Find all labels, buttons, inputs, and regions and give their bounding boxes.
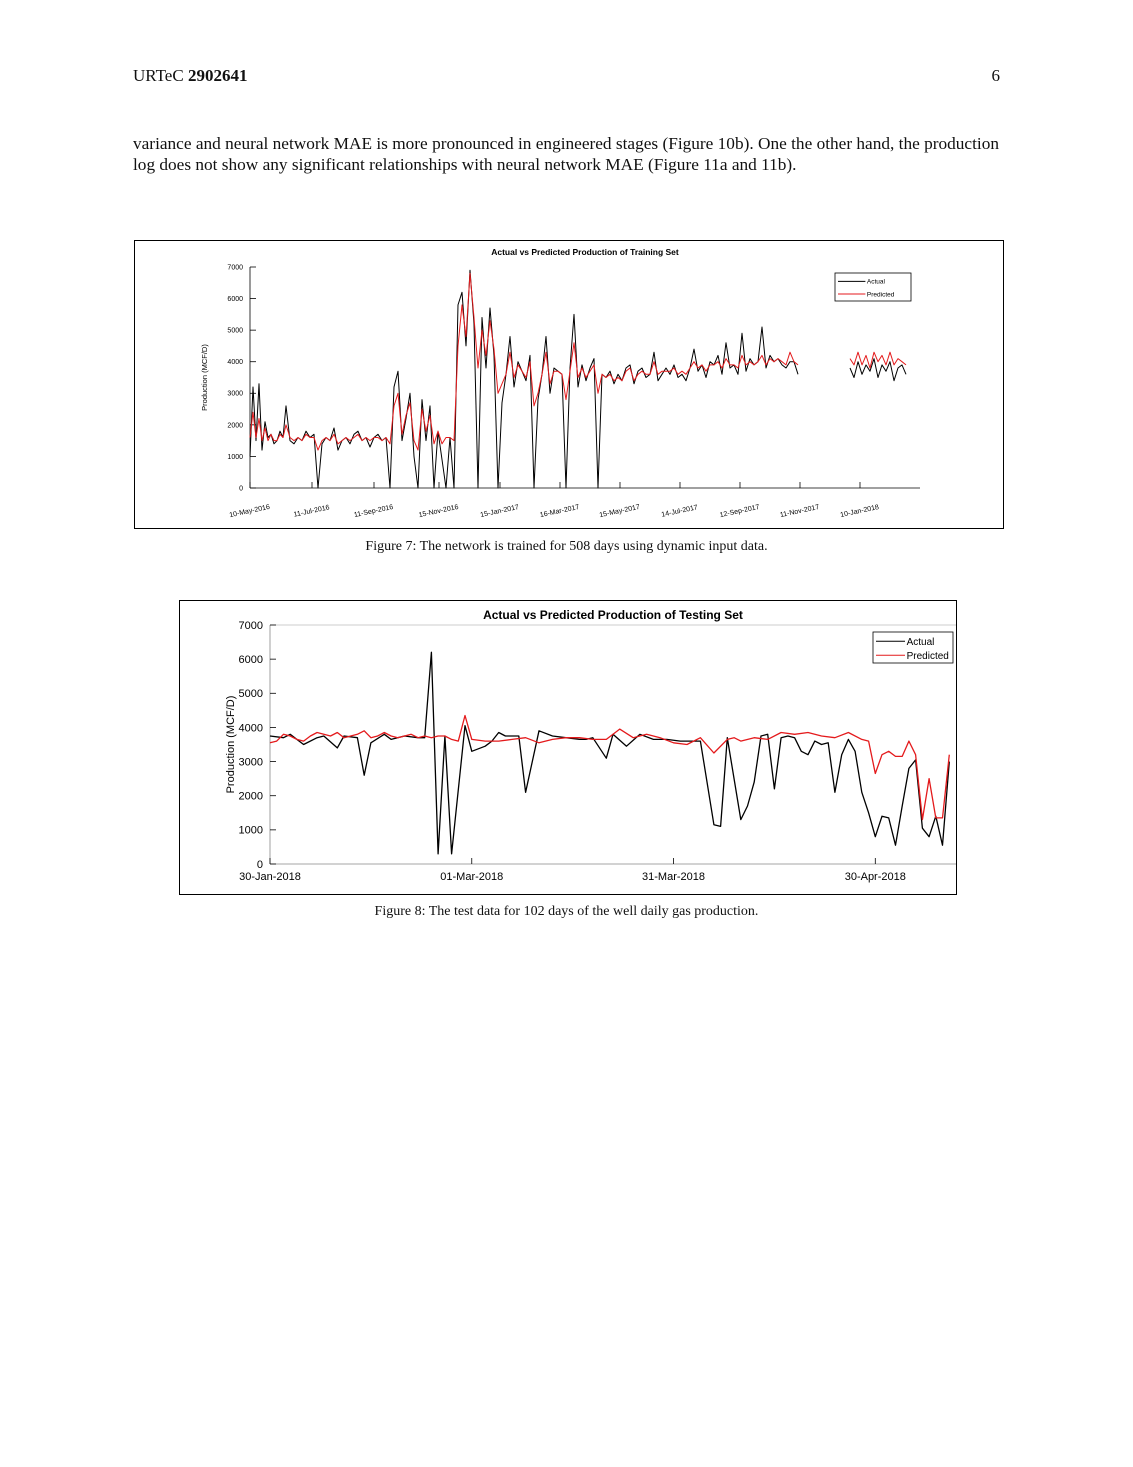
y-axis-label: Production (MCF/D) bbox=[225, 695, 237, 794]
legend-label-actual: Actual bbox=[866, 278, 885, 286]
legend-label-predicted: Predicted bbox=[866, 291, 895, 299]
x-tick-label: 14-Jul-2017 bbox=[660, 504, 699, 519]
x-tick-label: 11-Sep-2016 bbox=[353, 503, 394, 520]
y-tick-label: 0 bbox=[256, 858, 263, 871]
series-line-predicted-segment-2 bbox=[850, 352, 906, 368]
x-tick-label: 10-Jan-2018 bbox=[839, 504, 880, 520]
x-tick-label: 01-Mar-2018 bbox=[440, 871, 504, 883]
y-tick-label: 0 bbox=[239, 485, 243, 493]
figure-8 bbox=[179, 600, 957, 895]
y-tick-label: 6000 bbox=[227, 296, 243, 304]
x-tick-label: 30-Jan-2018 bbox=[239, 871, 301, 883]
paper-number: 2902641 bbox=[187, 66, 248, 85]
y-tick-label: 3000 bbox=[238, 756, 263, 769]
y-tick-label: 6000 bbox=[238, 653, 263, 666]
page-number: 6 bbox=[991, 66, 1000, 85]
x-tick-label: 10-May-2016 bbox=[228, 503, 271, 520]
x-tick-label: 12-Sep-2017 bbox=[719, 503, 761, 520]
y-tick-label: 4000 bbox=[227, 359, 243, 367]
x-tick-label: 15-Nov-2016 bbox=[418, 503, 460, 520]
y-tick-label: 4000 bbox=[238, 722, 263, 735]
y-tick-label: 1000 bbox=[227, 453, 243, 461]
x-tick-label: 16-Mar-2017 bbox=[539, 503, 581, 520]
x-tick-label: 11-Jul-2016 bbox=[293, 504, 331, 519]
x-tick-label: 15-Jan-2017 bbox=[479, 504, 520, 520]
figure-7 bbox=[134, 240, 1004, 529]
running-header bbox=[133, 66, 247, 86]
figure-7-caption: Figure 7: The network is trained for 508 days using dynamic input data. bbox=[365, 539, 768, 554]
x-tick-label: 31-Mar-2018 bbox=[642, 871, 706, 883]
training-set-chart bbox=[135, 241, 1003, 528]
legend-label-actual: Actual bbox=[906, 636, 935, 648]
chart-title: Actual vs Predicted Production of Testing Set bbox=[483, 608, 743, 622]
y-tick-label: 7000 bbox=[238, 619, 263, 632]
y-tick-label: 5000 bbox=[238, 688, 263, 701]
figure-8-caption: Figure 8: The test data for 102 days of the well daily gas production. bbox=[374, 904, 759, 919]
y-tick-label: 1000 bbox=[238, 824, 263, 837]
series-line-actual bbox=[270, 652, 949, 854]
series-line-actual-segment-1 bbox=[250, 270, 798, 488]
testing-set-chart bbox=[180, 601, 956, 894]
y-axis-label: Production (MCF/D) bbox=[200, 344, 209, 411]
y-tick-label: 5000 bbox=[227, 327, 243, 335]
x-tick-label: 15-May-2017 bbox=[598, 503, 641, 520]
x-tick-label: 30-Apr-2018 bbox=[844, 871, 906, 883]
y-tick-label: 7000 bbox=[227, 264, 243, 272]
series-line-predicted bbox=[270, 716, 949, 820]
x-tick-label: 11-Nov-2017 bbox=[779, 503, 820, 520]
body-paragraph: variance and neural network MAE is more pronounced in engineered stages (Figure 10b). One the other hand, the production log does not show any significant relationships with neural network MAE (Figure 11a and 11b). bbox=[133, 134, 999, 174]
conference-name: URTeC bbox=[133, 66, 184, 85]
y-tick-label: 2000 bbox=[238, 790, 263, 803]
legend-label-predicted: Predicted bbox=[906, 650, 949, 662]
y-tick-label: 2000 bbox=[227, 422, 243, 430]
y-tick-label: 3000 bbox=[227, 390, 243, 398]
chart-title: Actual vs Predicted Production of Training Set bbox=[491, 247, 679, 257]
